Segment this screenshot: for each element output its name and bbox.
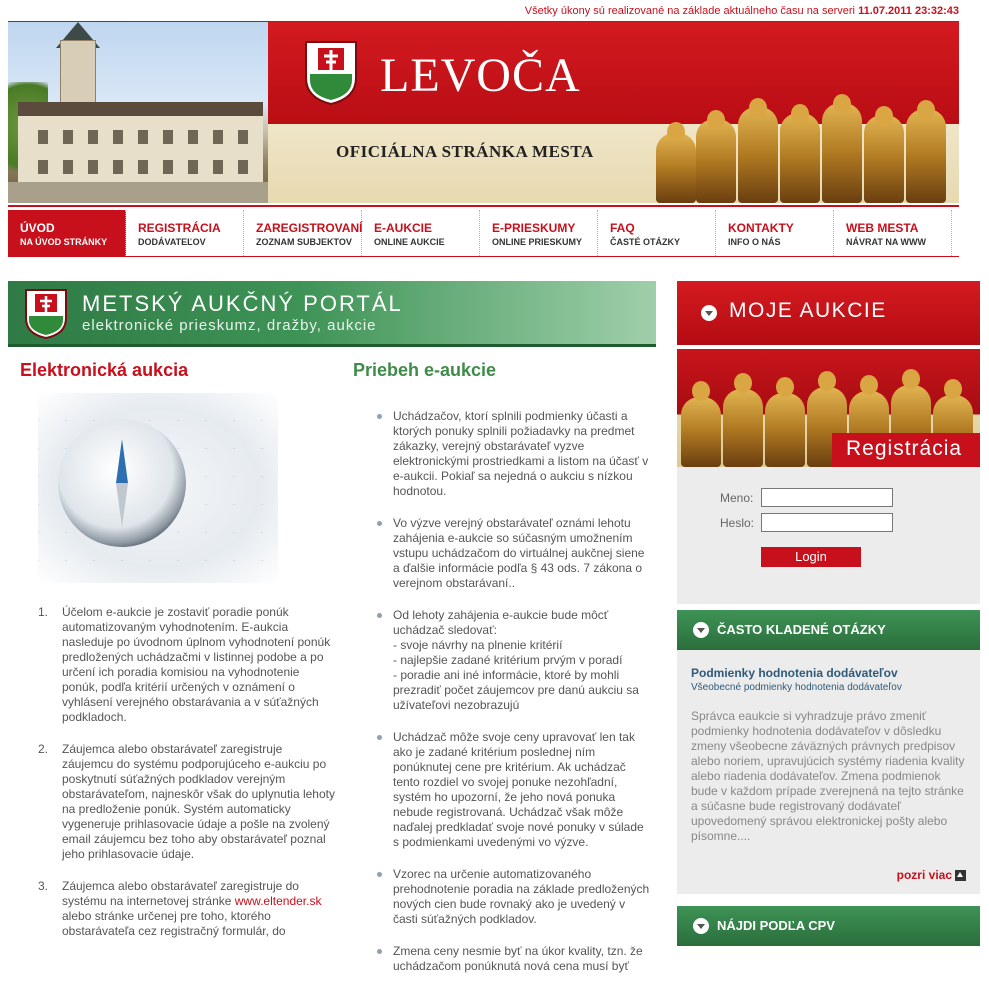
nav-item-subtitle: NA ÚVOD STRÁNKY — [20, 237, 108, 247]
login-form — [677, 467, 980, 604]
chevron-down-icon — [701, 305, 717, 321]
registracia-label[interactable]: Registrácia — [832, 433, 980, 467]
server-time-value: 11.07.2011 23:32:43 — [858, 5, 959, 17]
left-column — [20, 360, 336, 956]
cpv-header[interactable] — [677, 906, 980, 946]
portal-title: METSKÝ AUKČNÝ PORTÁL — [82, 291, 403, 316]
nav-item-subtitle: DODÁVATEĽOV — [138, 237, 206, 247]
list-item: Zmena ceny nesmie byť na úkor kvality, tzn. že uchádzačom ponúknutá nová cena musí byť — [353, 944, 665, 974]
nav-item-7[interactable] — [716, 210, 834, 256]
nav-item-subtitle: ZOZNAM SUBJEKTOV — [256, 237, 352, 247]
meno-label: Meno: — [720, 491, 754, 505]
list-item: Vzorec na určenie automatizovaného prehodnotenie poradia na základe predložených nových cien bude rovnaký ako je uvedený v časti súťažných podkladov. — [353, 867, 665, 927]
eltender-link[interactable]: www.eltender.sk — [234, 894, 322, 908]
compass-image — [38, 393, 278, 583]
list-item: 1. Účelom e-aukcie je zostaviť poradie ponúk automatizovaným vyhodnotením. E-aukcia nasleduje po úvodnom úplnom vyhodnotení ponúk predložených uchádzačmi v listinnej podobe a po určení ich poradia komisiou na vyhodnotenie ponúk, podľa kritérií určených v oznámení o vyhlásení verejného obstarávania a v súťažných podkladoch. — [38, 605, 331, 724]
nav-item-title: E-AUKCIE — [374, 221, 433, 235]
city-crest-icon — [304, 40, 358, 106]
nav-item-2[interactable] — [126, 210, 244, 256]
city-name: LEVOČA — [380, 49, 581, 102]
right-column — [677, 281, 980, 946]
faq-heading: ČASTO KLADENÉ OTÁZKY — [717, 622, 886, 637]
server-time-prefix: Všetky úkony sú realizované na základe aktuálneho času na serveri — [524, 5, 855, 17]
server-time-notice — [525, 5, 959, 17]
nav-item-1[interactable] — [8, 210, 126, 256]
nav-item-5[interactable] — [480, 210, 598, 256]
faq-header[interactable] — [677, 610, 980, 650]
auction-steps-list — [20, 605, 336, 939]
login-button[interactable]: Login — [761, 547, 861, 567]
list-item: 2. Záujemca alebo obstarávateľ zaregistruje záujemcu do systému podporujúceho e-aukciu po poskytnutí súťažných podkladov verejným obstarávateľom, najneskôr však do uplynutia lehoty na predloženie ponúk. Systém automaticky vygeneruje prihlasovacie údaje a pošle na zvolený email záujemcu bez toho aby obstarávateľ poznal jeho prihlasovacie údaje. — [38, 742, 335, 861]
moje-aukcie-panel[interactable] — [677, 281, 980, 345]
nav-item-4[interactable] — [362, 210, 480, 256]
nav-item-title: KONTAKTY — [728, 221, 794, 235]
nav-item-title: REGISTRÁCIA — [138, 221, 221, 235]
nav-item-8[interactable] — [834, 210, 952, 256]
moje-aukcie-label: MOJE AUKCIE — [729, 299, 887, 322]
list-item: Uchádzačov, ktorí splnili podmienky účasti a ktorých ponuky splnili požiadavky na predmet zákazky, verejný obstarávateľ vyzve elektronickými prostriedkami a listom na účasť v e-aukcii. Pokiaľ sa nejedná o aukciu s nízkou hodnotou. — [353, 409, 665, 499]
heslo-label: Heslo: — [720, 516, 755, 530]
nav-item-title: ÚVOD — [20, 221, 55, 235]
town-hall-photo — [8, 22, 268, 203]
middle-column — [353, 360, 665, 991]
nav-item-title: WEB MESTA — [846, 221, 919, 235]
portal-crest-icon — [24, 288, 68, 340]
list-item: Od lehoty zahájenia e-aukcie bude môcť uchádzač sledovať: - svoje návrhy na plnenie kritérií - najlepšie zadané kritérium prvým v poradí - poradie ani iné informácie, ktoré by mohli prezradiť počet záujemcov pre danú aukciu sa užívateľovi nezobrazujú — [353, 608, 665, 713]
nav-item-title: FAQ — [610, 221, 635, 235]
faq-question-subtitle: Všeobecné podmienky hodnotenia dodávateľov — [691, 682, 902, 693]
list-item: 3. Záujemca alebo obstarávateľ zaregistruje do systému na internetovej stránke www.eltender.sk alebo stránke určenej pre toho, ktorého obstarávateľa cez registračný formulár, do — [38, 879, 322, 938]
auction-process-list — [353, 409, 665, 974]
main-nav — [8, 205, 959, 257]
nav-item-subtitle: ONLINE AUKCIE — [374, 237, 445, 247]
meno-input[interactable] — [761, 488, 893, 507]
faq-question[interactable]: Podmienky hodnotenia dodávateľov — [691, 666, 898, 680]
arrow-up-icon[interactable] — [955, 870, 966, 881]
nav-item-subtitle: INFO O NÁS — [728, 237, 781, 247]
cpv-heading: NÁJDI PODĽA CPV — [717, 918, 835, 933]
altar-statues-image — [648, 82, 959, 203]
nav-item-title: E-PRIESKUMY — [492, 221, 576, 235]
header-banner — [8, 21, 959, 202]
faq-answer: Správca eaukcie si vyhradzuje právo zmeniť podmienky hodnotenia dodávateľov v dôsledku zmeny všeobecne záväzných právnych predpisov alebo noriem, upravujúcich systémy riadenia kvality alebo riadenia dodávateľov. Zmena podmienok bude v každom prípade zverejnená na tejto stránke a súčasne bude registrovaný dodávateľ upovedomený správou elektronickej pošty alebo písomne.... — [691, 709, 965, 843]
chevron-down-icon — [693, 918, 709, 934]
nav-item-subtitle: ONLINE PRIESKUMY — [492, 237, 583, 247]
portal-header — [8, 281, 656, 347]
nav-item-subtitle: NÁVRAT NA WWW — [846, 237, 926, 247]
chevron-down-icon — [693, 622, 709, 638]
list-item: Vo výzve verejný obstarávateľ oznámi lehotu zahájenia e-aukcie so súčasným umožnením vstupu uchádzačom do virtuálnej aukčnej siene a ďalšie informácie podľa § 43 ods. 7 zákona o verejnom obstarávaní.. — [353, 516, 665, 591]
middle-heading: Priebeh e-aukcie — [353, 360, 497, 380]
more-link[interactable]: pozri viac — [896, 868, 952, 882]
nav-item-3[interactable] — [244, 210, 362, 256]
portal-subtitle: elektronické prieskumz, dražby, aukcie — [82, 317, 377, 334]
nav-item-title: ZAREGISTROVANÍ — [256, 221, 363, 235]
nav-item-6[interactable] — [598, 210, 716, 256]
heslo-input[interactable] — [761, 513, 893, 532]
nav-item-subtitle: ČASTÉ OTÁZKY — [610, 237, 681, 247]
left-heading: Elektronická aukcia — [20, 360, 189, 380]
faq-content — [677, 650, 980, 894]
list-item: Uchádzač môže svoje ceny upravovať len tak ako je zadané kritérium poslednej ním ponúknutej cene pre kritérium. Ak uchádzač tento rozdiel vo svojej ponuke nezohľadní, systém ho upozorní, že jeho nová ponuka nebude registrovaná. Uchádzač však môže naďalej predkladať svoje nové ponuky v súlade s podmienkami uvedenými vo výzve. — [353, 730, 665, 850]
city-subtitle: OFICIÁLNA STRÁNKA MESTA — [336, 142, 594, 161]
registracia-banner — [677, 349, 980, 467]
